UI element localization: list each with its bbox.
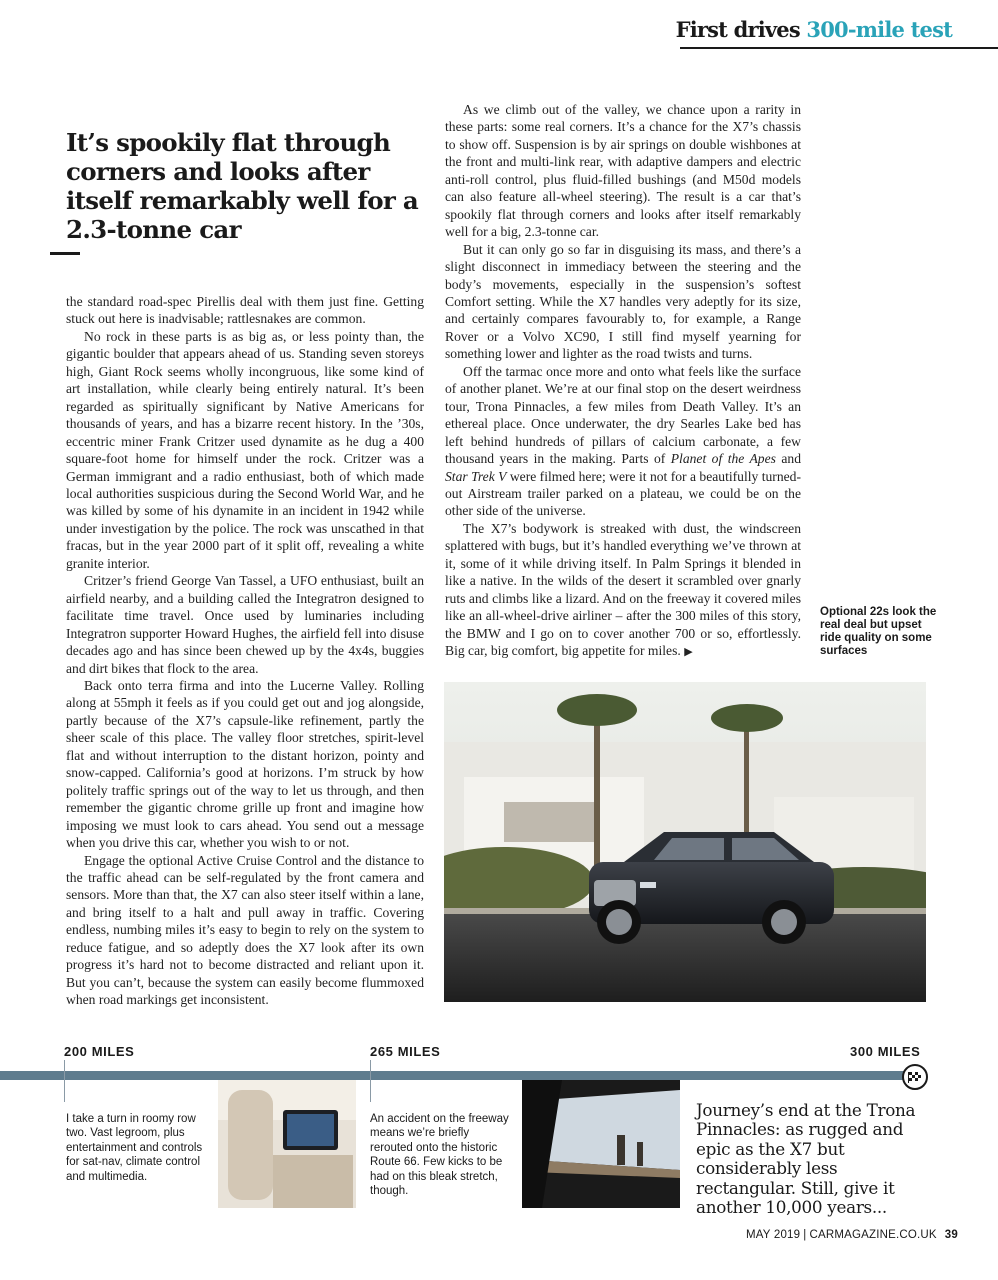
paragraph: Back onto terra firma and into the Lucerne Valley. Rolling along at 55mph it feels as if you could get out and jog alongside, partly because of the X7’s capsule-like refinement, partly the sheer scale of this place. The valley floor stretches, spirit-level flat and without interruption to the distant horizon, pointy and snow-capped. California’s good at horizons. I’m struck by how politely traffic springs out of the way to let us through, and then remember the gigantic chrome grille up front and imagine how imposing we must look to cars ahead. You send out a message when you drive this car, whether you wish to or not.: [66, 677, 424, 851]
issue-date: MAY 2019: [746, 1229, 801, 1241]
photo-caption: Optional 22s look the real deal but upset ride quality on some surfaces: [820, 606, 937, 657]
paragraph: Critzer’s friend George Van Tassel, a UFO enthusiast, built an airfield nearby, and a building called the Integratron designed to facilitate time travel. Once used by luminaries including Integratron supporter Howard Hughes, the airfield fell into disuse decades ago and has since been chewed up by the 4x4s, buggies and dirt bikes that flock to the area.: [66, 573, 424, 676]
paragraph: Off the tarmac once more and onto what feels like the surface of another planet. We’re at our final stop on the desert weirdness tour, Trona Pinnacles, a few miles from Death Valley. It’s an ethereal place. Once underwater, the dry Searles Lake bed has left behind hundreds of pillars of calcium carbonate, a few thousand years in the making. Parts of Planet of the Apes and Star Trek V were filmed here; were it not for a beautifully turned-out Airstream trailer parked on a plateau, we could be on the other side of the universe.: [445, 363, 802, 519]
pull-quote-rule: [50, 252, 80, 255]
hero-photo: [444, 682, 926, 1002]
chequered-flag-icon: [902, 1064, 928, 1090]
paragraph: Engage the optional Active Cruise Control and the distance to the traffic ahead can be self-regulated by the front camera and sensors. More than that, the X7 can also steer itself within a lane, and bring itself to a halt and pull away in traffic. Covering endless, numbing miles it’s easy to begin to rely on the system to reduce fatigue, and so adeptly does the X7 look after its own progress it’s hard not to become distracted and reliant upon it. But you can’t, because the system can easily become flummoxed when road markings get inconsistent.: [66, 852, 424, 1008]
milestone-300-miles: 300 MILES: [850, 1044, 921, 1059]
paragraph: No rock in these parts is as big as, or less pointy than, the gigantic boulder that appears ahead of us. Standing seven storeys high, Giant Rock seems wholly incongruous, like some kind of art installation, while clearly being entirely natural. It’s been regarded as spiritually significant by Native Americans for thousands of years, and has a bizarre recent history. In the ’30s, eccentric miner Frank Critzer used dynamite as he dug a 400 square-foot home for himself under the rock. Critzer was a German immigrant and a radio enthusiast, both of which made local authorities suspicious during the Second World War, and he was killed by some of his dynamite in an incident in 1942 while under investigation by the police. The rock was unscathed in that fracas, but in the year 2000 part of it split off, revealing a white granite interior.: [66, 328, 424, 571]
header-rule: [680, 47, 998, 49]
section-subtitle: 300-mile test: [806, 17, 952, 42]
body-column-left: [66, 293, 424, 1009]
paragraph: the standard road-spec Pirellis deal with them just fine. Getting stuck out here is inadvisable; rattlesnakes are common.: [66, 294, 424, 327]
timeline-tick: [370, 1060, 371, 1102]
timeline-caption: An accident on the freeway means we’re briefly rerouted onto the historic Route 66. Few kicks to be had on this bleak stretch, though.: [370, 1113, 509, 1198]
page-number: 39: [944, 1229, 958, 1241]
timeline-bar: [0, 1071, 916, 1080]
rear-seat-photo: [218, 1080, 356, 1208]
bmw-x7-driving-image: [444, 682, 926, 1002]
timeline-tick: [64, 1060, 65, 1102]
timeline-caption-final: Journey’s end at the Trona Pinnacles: as rugged and epic as the X7 but considerably less rectangular. Still, give it another 10,000 years...: [696, 1100, 916, 1218]
body-column-right: [445, 101, 801, 662]
section-title: First drives: [675, 17, 800, 42]
film-title: Planet of the Apes: [670, 451, 776, 467]
timeline-caption: I take a turn in roomy row two. Vast legroom, plus entertainment and controls for sat-nav, climate control and multimedia.: [66, 1113, 203, 1183]
paragraph: The X7’s bodywork is streaked with dust, the windscreen splattered with bugs, but it’s handled everything we’ve thrown at it, some of it while driving itself. In Palm Springs it blended in like a native. In the wilds of the desert it scrambled over gnarly ruts and climbs like a lizard. And on the freeway it covered miles like an all-wheel-drive airliner – after the 300 miles of this story, the BMW and I go on to cover another 700 or so, effortlessly. Big car, big comfort, big appetite for miles. ▶: [445, 520, 801, 659]
website: CARMAGAZINE.CO.UK: [809, 1229, 937, 1241]
page-footer: MAY 2019 | CARMAGAZINE.CO.UK 39: [746, 1229, 958, 1241]
milestone-200-miles: 200 MILES: [64, 1044, 135, 1059]
route-66-cabin-photo: [522, 1080, 680, 1208]
section-header: [676, 17, 952, 42]
pull-quote: It’s spookily flat through corners and looks after itself remarkably well for a 2.3-tonne car: [66, 128, 419, 244]
paragraph: But it can only go so far in disguising its mass, and there’s a slight disconnect in immediacy between the steering and the body’s movements, especially in the suspension’s softest Comfort setting. While the X7 handles very adeptly for its size, and certainly compares favourably to, for example, a Range Rover or a Volvo XC90, I still find myself yearning for something lower and lighter as the road twists and turns.: [445, 241, 801, 362]
milestone-265-miles: 265 MILES: [370, 1044, 441, 1059]
paragraph: As we climb out of the valley, we chance upon a rarity in these parts: some real corners. It’s a chance for the X7’s chassis to show off. Suspension is by air springs on double wishbones at the front and multi-link rear, with adaptive dampers and electric anti-roll control, plus fluid-filled bushings (and M50d models can also feature all-wheel steering). The result is a car that’s spookily flat through corners and looks after itself remarkably well for a big, 2.3-tonne car.: [445, 102, 801, 240]
end-mark-icon: ▶: [684, 646, 693, 659]
film-title: Star Trek V: [445, 468, 507, 484]
